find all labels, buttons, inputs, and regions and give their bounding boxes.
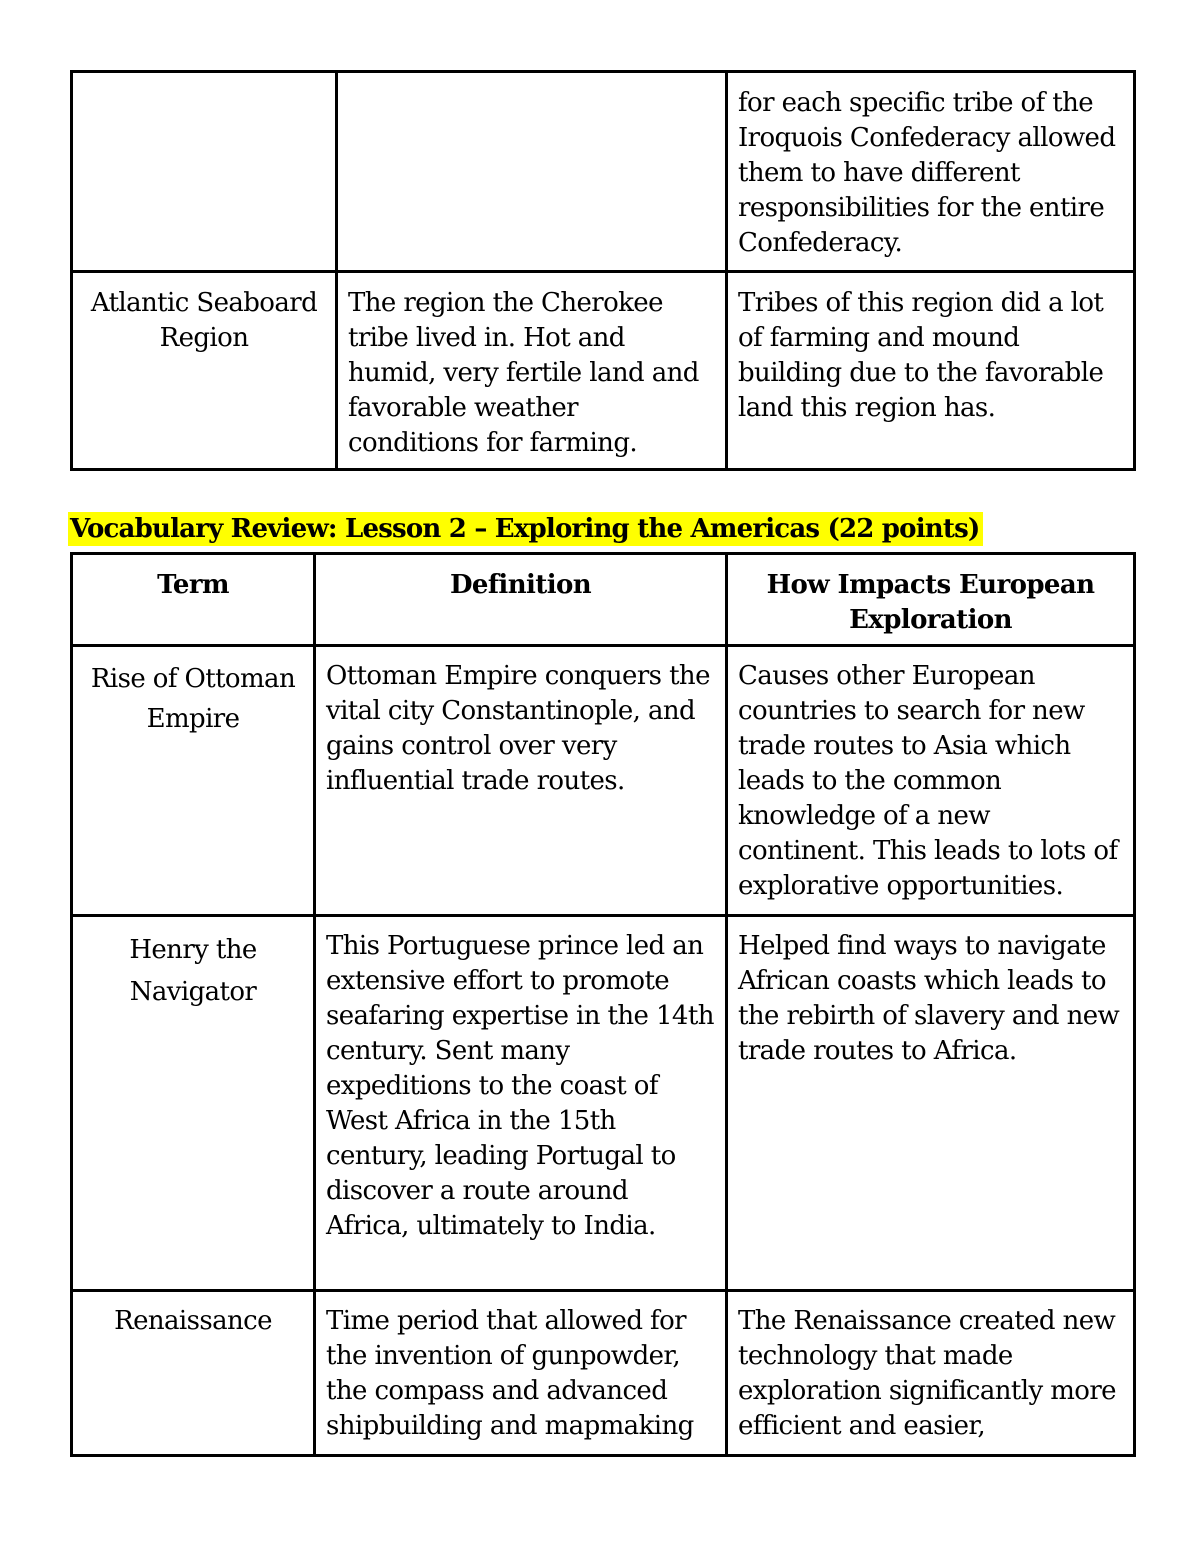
definition-cell [337, 72, 727, 272]
table-row [72, 272, 1135, 470]
table-row [72, 916, 1135, 1291]
impact-cell: The Renaissance created new technology that made exploration significantly more efficient and easier, [727, 1291, 1135, 1456]
term-cell: Rise of Ottoman Empire [72, 646, 315, 916]
term-cell: Renaissance [72, 1291, 315, 1456]
term-cell: Henry the Navigator [72, 916, 315, 1291]
definition-cell: Time period that allowed for the invention of gunpowder, the compass and advanced shipbuilding and mapmaking [315, 1291, 727, 1456]
continued-table [70, 70, 1136, 471]
table-row [72, 1291, 1135, 1456]
definition-cell: The region the Cherokee tribe lived in. Hot and humid, very fertile land and favorable weather conditions for farming. [337, 272, 727, 470]
column-header-impact: How Impacts European Exploration [727, 554, 1135, 646]
impact-cell: for each specific tribe of the Iroquois Confederacy allowed them to have different responsibilities for the entire Confederacy. [727, 72, 1135, 272]
impact-cell: Helped find ways to navigate African coasts which leads to the rebirth of slavery and new trade routes to Africa. [727, 916, 1135, 1291]
term-cell: Atlantic Seaboard Region [72, 272, 337, 470]
definition-cell: Ottoman Empire conquers the vital city Constantinople, and gains control over very influential trade routes. [315, 646, 727, 916]
column-header-definition: Definition [315, 554, 727, 646]
term-cell [72, 72, 337, 272]
section-heading-text: Vocabulary Review: Lesson 2 – Exploring the Americas (22 points) [68, 512, 983, 546]
header-row [72, 554, 1135, 646]
impact-cell: Tribes of this region did a lot of farming and mound building due to the favorable land this region has. [727, 272, 1135, 470]
table-row [72, 72, 1135, 272]
impact-cell: Causes other European countries to search for new trade routes to Asia which leads to the common knowledge of a new continent. This leads to lots of explorative opportunities. [727, 646, 1135, 916]
column-header-term: Term [72, 554, 315, 646]
section-heading [68, 510, 983, 548]
definition-cell: This Portuguese prince led an extensive effort to promote seafaring expertise in the 14th century. Sent many expeditions to the coast of West Africa in the 15th century, leading Portugal to discover a route around Africa, ultimately to India. [315, 916, 727, 1291]
vocabulary-table [70, 552, 1136, 1457]
table-row [72, 646, 1135, 916]
